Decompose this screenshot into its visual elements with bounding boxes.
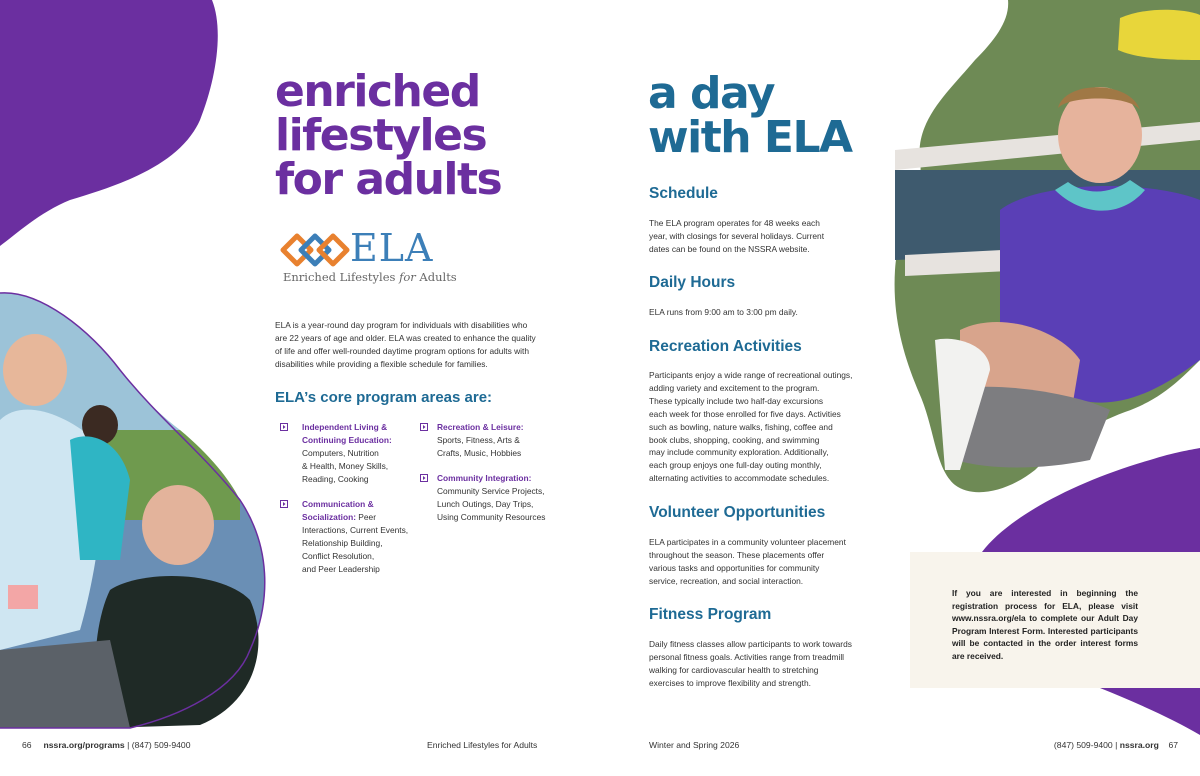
text-line: These typically include two half-day excursions: [649, 395, 824, 406]
page-number-left: 66: [22, 740, 32, 750]
core-areas-heading: ELA’s core program areas are:: [275, 389, 493, 406]
footer-right-phone: (847) 509-9400 |: [1053, 740, 1120, 750]
area-line: Sports, Fitness, Arts &: [437, 434, 520, 445]
photo-right-participant: [895, 0, 1200, 492]
intro-line: disabilities while providing a flexible schedule for families.: [275, 358, 488, 369]
area-label: Recreation & Leisure:: [437, 422, 524, 432]
logo-subtitle: [283, 270, 457, 284]
area-line: Community Service Projects,: [437, 485, 545, 496]
intro-line: of life and offer well-rounded daytime program options for adults with: [275, 345, 530, 356]
area-line: Lunch Outings, Day Trips,: [437, 498, 534, 509]
text-line: service, recreation, and social interaction.: [649, 575, 804, 586]
text-line: ELA runs from 9:00 am to 3:00 pm daily.: [649, 307, 798, 317]
footer-programs-link[interactable]: nssra.org/programs: [43, 740, 125, 750]
text-line: such as bowling, nature walks, fishing, coffee and: [649, 421, 833, 432]
area-line: Conflict Resolution,: [302, 550, 375, 561]
text-line: various tasks and opportunities for community: [649, 562, 820, 573]
text-line: each group enjoys one full-day outing monthly,: [649, 460, 822, 471]
registration-callout-text: If you are interested in beginning the registration process for ELA, please visit www.nssra.org/ela to complete our Adult Day Program Interest Form. Interested participants will be contacted in the order interest forms are received.: [952, 588, 1138, 661]
area-line: and Peer Leadership: [302, 563, 380, 574]
area-line: & Health, Money Skills,: [302, 460, 389, 471]
play-bullet-icon: [420, 474, 428, 482]
volunteer-heading: Volunteer Opportunities: [649, 504, 826, 521]
intro-line: are 22 years of age and older. ELA was created to enhance the quality: [275, 332, 536, 343]
title-line: with ELA: [648, 112, 852, 163]
footer-right: [1054, 740, 1178, 750]
play-bullet-icon: [280, 423, 288, 431]
left-page-title: [275, 66, 502, 205]
intro-line: ELA is a year-round day program for individuals with disabilities who: [275, 320, 528, 330]
photo-left-participants: [0, 293, 265, 728]
footer-left-phone: | (847) 509-9400: [124, 740, 191, 750]
daily-hours-text: [649, 306, 871, 319]
text-line: Daily fitness classes allow participants to work towards: [649, 639, 852, 649]
fitness-text: [649, 638, 871, 690]
intro-paragraph: [275, 319, 557, 371]
logo-subtitle-pre: Enriched Lifestyles: [283, 270, 400, 284]
footer-center-left: Enriched Lifestyles for Adults: [427, 740, 538, 750]
area-label: Community Integration:: [437, 473, 532, 483]
purple-blob-top-left: [0, 0, 218, 246]
area-label: Communication &: [302, 499, 374, 509]
area-label: Socialization:: [302, 511, 356, 522]
footer-left: [22, 740, 190, 750]
right-page-title: [648, 68, 852, 163]
play-bullet-icon: [280, 500, 288, 508]
area-line: Peer: [355, 511, 377, 522]
area-line: Using Community Resources: [437, 511, 546, 522]
text-line: alternating activities to accommodate schedules.: [649, 473, 830, 484]
area-line: Interactions, Current Events,: [302, 524, 409, 535]
title-line: for adults: [275, 154, 502, 205]
recreation-activities-heading: Recreation Activities: [649, 338, 802, 355]
text-line: dates can be found on the NSSRA website.: [649, 243, 810, 254]
recreation-activities-text: [649, 369, 871, 485]
title-line: a day: [648, 68, 775, 119]
text-line: book clubs, shopping, cooking, and swimming: [649, 434, 820, 445]
fitness-heading: Fitness Program: [649, 606, 772, 623]
text-line: year, with closings for several holidays. Current: [649, 230, 825, 241]
text-line: The ELA program operates for 48 weeks each: [649, 218, 820, 228]
text-line: may include community exploration. Additionally,: [649, 447, 829, 458]
daily-hours-heading: Daily Hours: [649, 274, 736, 291]
area-label: Independent Living &: [302, 422, 388, 432]
play-bullet-icon: [420, 423, 428, 431]
text-line: throughout the season. These placements offer: [649, 549, 825, 560]
area-line: Relationship Building,: [302, 537, 383, 548]
logo-subtitle-post: Adults: [415, 270, 457, 284]
text-line: ELA participates in a community volunteer placement: [649, 537, 846, 547]
text-line: walking for cardiovascular health to stretching: [649, 664, 819, 675]
schedule-heading: Schedule: [649, 185, 718, 202]
title-line: lifestyles: [275, 110, 487, 161]
area-label: Continuing Education:: [302, 434, 392, 445]
purple-swoosh-bottom-right: [1100, 688, 1200, 735]
footer-center-right: Winter and Spring 2026: [649, 740, 740, 750]
volunteer-text: [649, 536, 871, 588]
area-line: Reading, Cooking: [302, 473, 369, 484]
text-line: exercises to improve flexibility and strength.: [649, 677, 811, 688]
title-line: enriched: [275, 66, 480, 117]
area-line: Computers, Nutrition: [302, 447, 379, 458]
footer-home-link[interactable]: nssra.org: [1119, 740, 1159, 750]
schedule-text: [649, 217, 871, 256]
area-line: Crafts, Music, Hobbies: [437, 447, 522, 458]
text-line: Participants enjoy a wide range of recreational outings,: [649, 370, 853, 380]
text-line: personal fitness goals. Activities range from treadmill: [649, 651, 845, 662]
text-line: adding variety and excitement to the program.: [649, 382, 820, 393]
text-line: each week for those enrolled for five days. Activities: [649, 408, 841, 419]
logo-wordmark: ELA: [350, 226, 434, 270]
page-number-right: 67: [1168, 740, 1178, 750]
logo-subtitle-for: for: [399, 270, 416, 284]
